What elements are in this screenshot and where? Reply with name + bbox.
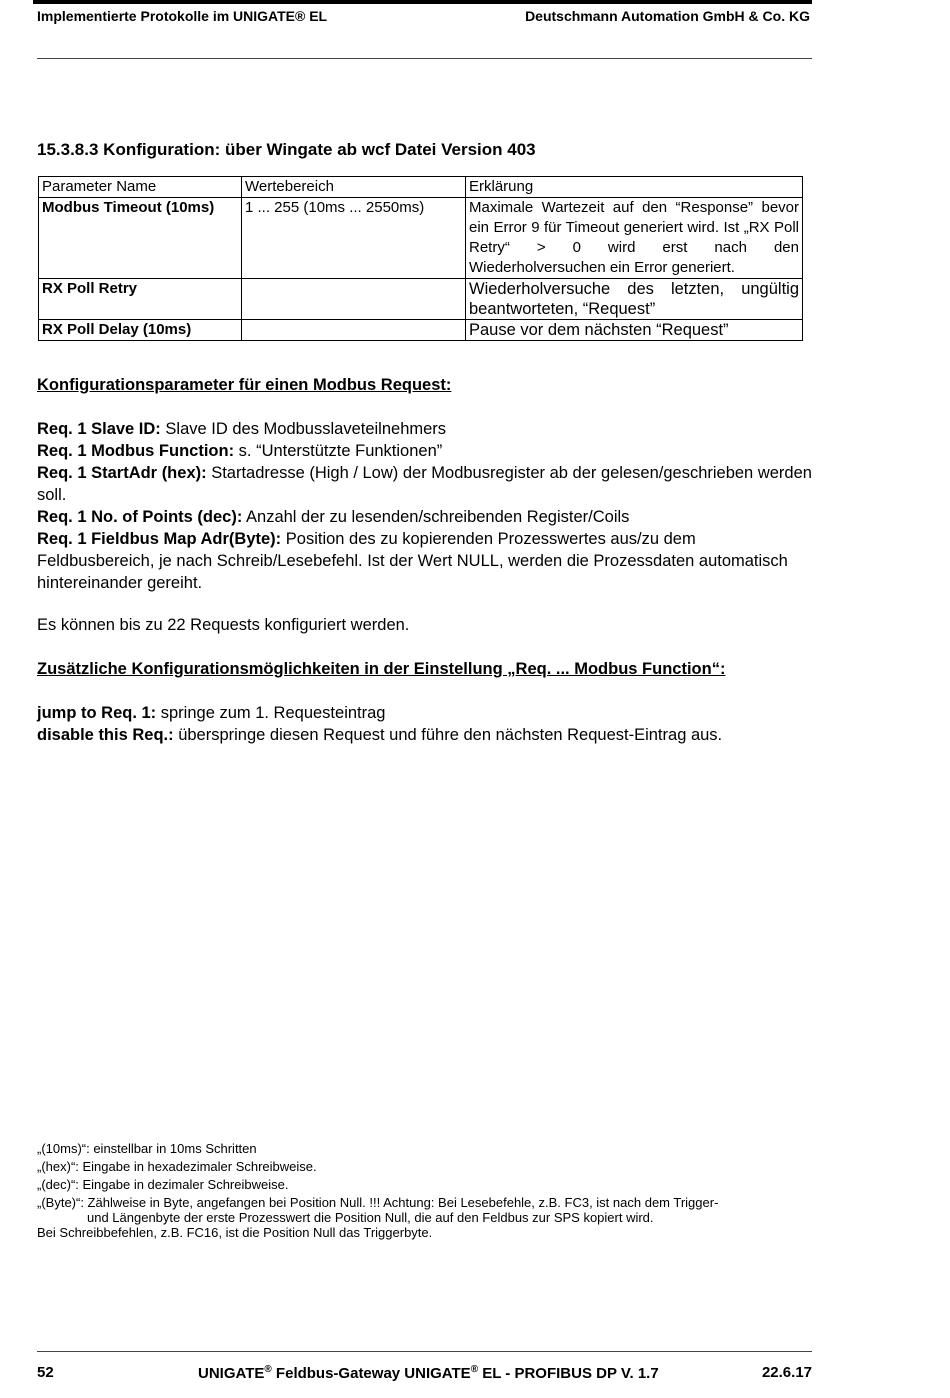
item-text: s. “Unterstützte Funktionen” — [234, 442, 443, 460]
top-bar — [33, 0, 812, 4]
item-text: überspringe diesen Request und führe den nächsten Request-Eintrag aus. — [173, 726, 723, 744]
footer-title — [198, 1364, 659, 1382]
param-name-text: RX Poll Retry — [42, 280, 138, 297]
table-row — [39, 279, 803, 320]
param-name — [39, 198, 242, 279]
footnote: „(Byte)“: Zählweise in Byte, angefangen bei Position Null. !!! Achtung: Bei Lesebefehle, z.B. FC3, ist nach dem Trigger- — [37, 1195, 719, 1210]
item-label: Req. 1 No. of Points (dec): — [37, 508, 243, 526]
footer-date: 22.6.17 — [761, 1364, 812, 1381]
table-header-row — [39, 177, 803, 198]
item-label: Req. 1 StartAdr (hex): — [37, 464, 207, 482]
table-header: Erklärung — [466, 177, 803, 198]
param-name-text: RX Poll Delay (10ms) — [42, 321, 192, 338]
item-text: Position des zu kopierenden Prozesswertes aus/zu dem Feldbusbereich, je nach Schreib/Lesebefehl. Ist der Wert NULL, werden die Prozessdaten automatisch hintereinander gereiht. — [37, 530, 788, 592]
list-item — [37, 702, 812, 724]
param-range — [242, 279, 466, 320]
footnote: und Längenbyte der erste Prozesswert die Position Null, die auf den Feldbus zur SPS kopiert wird. — [87, 1210, 654, 1225]
item-label: Req. 1 Modbus Function: — [37, 442, 235, 460]
table-header: Wertebereich — [242, 177, 466, 198]
konfig-heading-text: Konfigurationsparameter für einen Modbus Request: — [37, 376, 452, 394]
section-title: 15.3.8.3 Konfiguration: über Wingate ab wcf Datei Version 403 — [37, 140, 536, 159]
header-left: Implementierte Protokolle im UNIGATE® EL — [37, 8, 328, 24]
registered-mark: ® — [264, 1364, 272, 1375]
item-text: Startadresse (High / Low) der Modbusregister ab der gelesen/geschrieben werden soll. — [37, 464, 812, 504]
param-desc: Maximale Wartezeit auf den “Response” bevor ein Error 9 für Timeout generiert wird. Ist „RX Poll Retry“ > 0 wird erst nach den Wiederholversuchen ein Error generiert. — [466, 198, 803, 279]
parameter-table — [38, 176, 803, 341]
footnote: „(dec)“: Eingabe in dezimaler Schreibweise. — [37, 1177, 289, 1192]
item-text: springe zum 1. Requesteintrag — [156, 704, 386, 722]
list-item — [37, 506, 812, 528]
list-item — [37, 418, 812, 440]
footnote: Bei Schreibbefehlen, z.B. FC16, ist die Position Null das Triggerbyte. — [37, 1225, 433, 1240]
footnotes — [37, 1141, 812, 1240]
header-right: Deutschmann Automation GmbH & Co. KG — [525, 8, 810, 24]
item-label: Req. 1 Slave ID: — [37, 420, 161, 438]
table-row — [39, 320, 803, 341]
param-name — [39, 320, 242, 341]
item-label: jump to Req. 1: — [37, 704, 157, 722]
list-item — [37, 528, 812, 594]
footnote: „(hex)“: Eingabe in hexadezimaler Schreibweise. — [37, 1159, 317, 1174]
footnote: „(10ms)“: einstellbar in 10ms Schritten — [37, 1141, 257, 1156]
param-desc: Wiederholversuche des letzten, ungültig beantworteten, “Request” — [466, 279, 803, 320]
table-row — [39, 198, 803, 279]
konfig-heading — [37, 374, 812, 396]
zusatz-list — [37, 702, 812, 746]
param-range — [242, 320, 466, 341]
zusatz-heading — [37, 658, 812, 680]
item-label: Req. 1 Fieldbus Map Adr(Byte): — [37, 530, 282, 548]
konfig-note: Es können bis zu 22 Requests konfiguriert werden. — [37, 616, 410, 634]
registered-mark: ® — [470, 1364, 479, 1375]
page-number: 52 — [37, 1364, 54, 1381]
param-name — [39, 279, 242, 320]
param-name-text: Modbus Timeout (10ms) — [42, 199, 215, 216]
footer-title-2: Feldbus-Gateway UNIGATE — [271, 1365, 471, 1382]
item-text: Slave ID des Modbusslaveteilnehmers — [160, 420, 447, 438]
item-text: Anzahl der zu lesenden/schreibenden Register/Coils — [242, 508, 630, 526]
footer-rule — [37, 1351, 812, 1352]
list-item — [37, 462, 812, 506]
zusatz-heading-text: Zusätzliche Konfigurationsmöglichkeiten in der Einstellung „Req. ... Modbus Function“: — [37, 660, 726, 678]
param-range: 1 ... 255 (10ms ... 2550ms) — [242, 198, 466, 279]
header-rule — [37, 58, 812, 59]
item-label: disable this Req.: — [37, 726, 174, 744]
list-item — [37, 440, 812, 462]
footer-title-3: EL - PROFIBUS DP V. 1.7 — [478, 1365, 659, 1382]
konfig-list — [37, 418, 812, 594]
param-desc: Pause vor dem nächsten “Request” — [466, 320, 803, 341]
footer-title-1: UNIGATE — [198, 1365, 265, 1382]
list-item — [37, 724, 812, 746]
table-header: Parameter Name — [39, 177, 242, 198]
